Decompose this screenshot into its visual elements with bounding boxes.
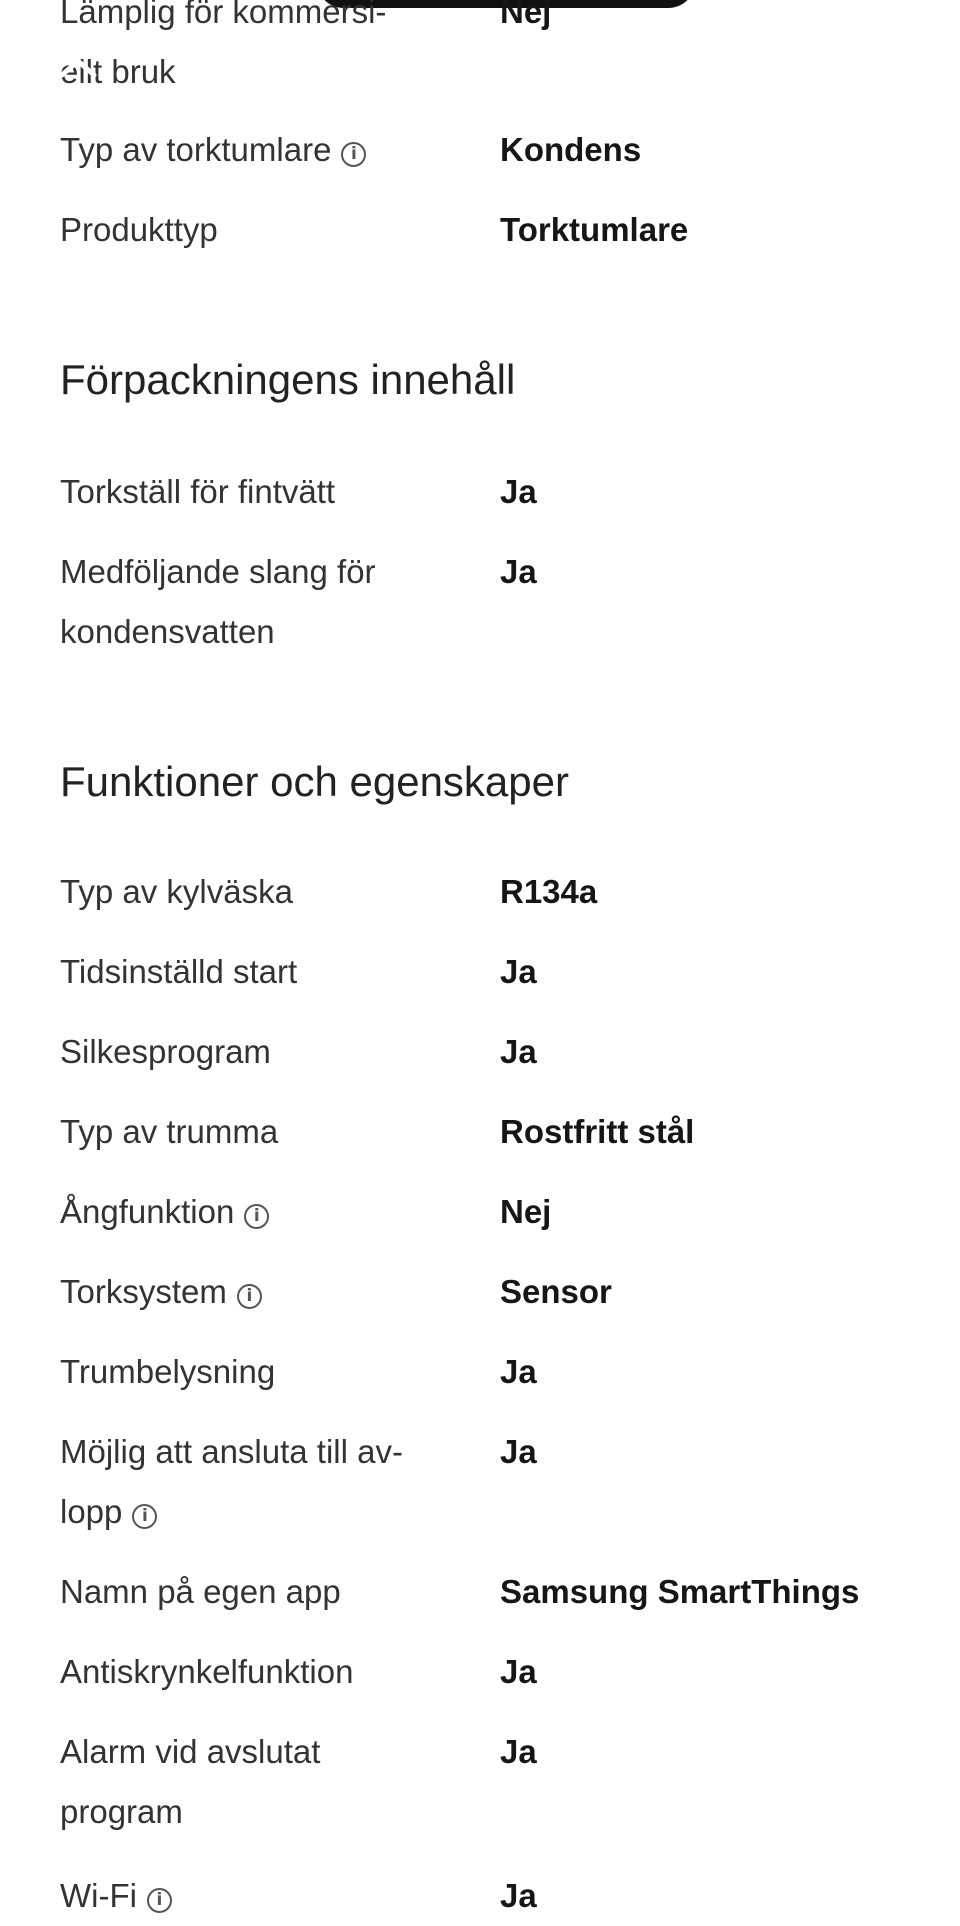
- spec-label: Trumbelysning: [60, 1353, 276, 1390]
- spec-row-drum-light: [60, 1342, 900, 1402]
- spec-label: Lämplig för kommersi- ellt bruk: [60, 0, 387, 90]
- spec-label: Torksystem i: [60, 1262, 440, 1322]
- spec-label: Torkställ för fintvätt: [60, 473, 336, 510]
- scroll-to-top-button[interactable]: [56, 52, 100, 82]
- section-title-packaging: Förpackningens innehåll: [60, 356, 516, 403]
- spec-row-anti-crease: [60, 1642, 900, 1702]
- spec-row-condensate-hose: [60, 542, 900, 662]
- spec-value: Ja: [500, 1433, 537, 1470]
- info-circle-icon[interactable]: i: [237, 1284, 262, 1309]
- spec-value: Torktumlare: [500, 211, 689, 248]
- info-circle-icon[interactable]: i: [244, 1204, 269, 1229]
- spec-label: Typ av torktumlare i: [60, 120, 440, 180]
- spec-value: Nej: [500, 0, 552, 30]
- info-circle-icon[interactable]: i: [147, 1888, 172, 1913]
- spec-value: Ja: [500, 953, 537, 990]
- spec-label: Medföljande slang för kondensvatten: [60, 553, 376, 650]
- spec-label: Ångfunktion i: [60, 1182, 440, 1242]
- spec-label: Namn på egen app: [60, 1573, 341, 1610]
- spec-value: Ja: [500, 473, 537, 510]
- spec-label: Typ av trumma: [60, 1113, 279, 1150]
- spec-label: Silkesprogram: [60, 1033, 271, 1070]
- spec-label: Tidsinställd start: [60, 953, 298, 990]
- spec-label: Alarm vid avslutat program: [60, 1733, 321, 1830]
- spec-label: Wi-Fi i: [60, 1866, 440, 1926]
- spec-value: Ja: [500, 553, 537, 590]
- spec-value: Ja: [500, 1033, 537, 1070]
- info-circle-icon[interactable]: i: [341, 142, 366, 167]
- spec-row-app-name: [60, 1562, 900, 1622]
- spec-row-dryer-type: [60, 120, 900, 180]
- spec-value: Samsung SmartThings: [500, 1573, 860, 1610]
- spec-value: Ja: [500, 1353, 537, 1390]
- spec-row-commercial-use: [60, 0, 900, 102]
- spec-row-refrigerant: [60, 862, 900, 922]
- chevron-up-icon: [58, 55, 98, 79]
- spec-value: Ja: [500, 1733, 537, 1770]
- spec-row-silk-program: [60, 1022, 900, 1082]
- spec-value: Sensor: [500, 1273, 612, 1310]
- spec-value: Kondens: [500, 131, 642, 168]
- spec-row-product-type: [60, 200, 900, 260]
- spec-row-drying-rack: [60, 462, 900, 522]
- spec-row-end-alarm: [60, 1722, 900, 1842]
- spec-row-drain-connection: [60, 1422, 900, 1542]
- spec-label: Möjlig att ansluta till av- lopp i: [60, 1433, 403, 1530]
- spec-row-drum-type: [60, 1102, 900, 1162]
- spec-row-wifi: [60, 1866, 900, 1926]
- spec-value: Ja: [500, 1653, 537, 1690]
- spec-row-steam-function: [60, 1182, 900, 1242]
- spec-value: Ja: [500, 1877, 537, 1914]
- info-circle-icon[interactable]: i: [132, 1504, 157, 1529]
- spec-value: R134a: [500, 873, 598, 910]
- spec-label: Antiskrynkelfunktion: [60, 1653, 354, 1690]
- section-title-features: Funktioner och egenskaper: [60, 758, 569, 805]
- spec-value: Rostfritt stål: [500, 1113, 695, 1150]
- spec-row-delayed-start: [60, 942, 900, 1002]
- spec-label: Produkttyp: [60, 211, 218, 248]
- spec-label: Typ av kylväska: [60, 873, 293, 910]
- spec-value: Nej: [500, 1193, 552, 1230]
- spec-row-drying-system: [60, 1262, 900, 1322]
